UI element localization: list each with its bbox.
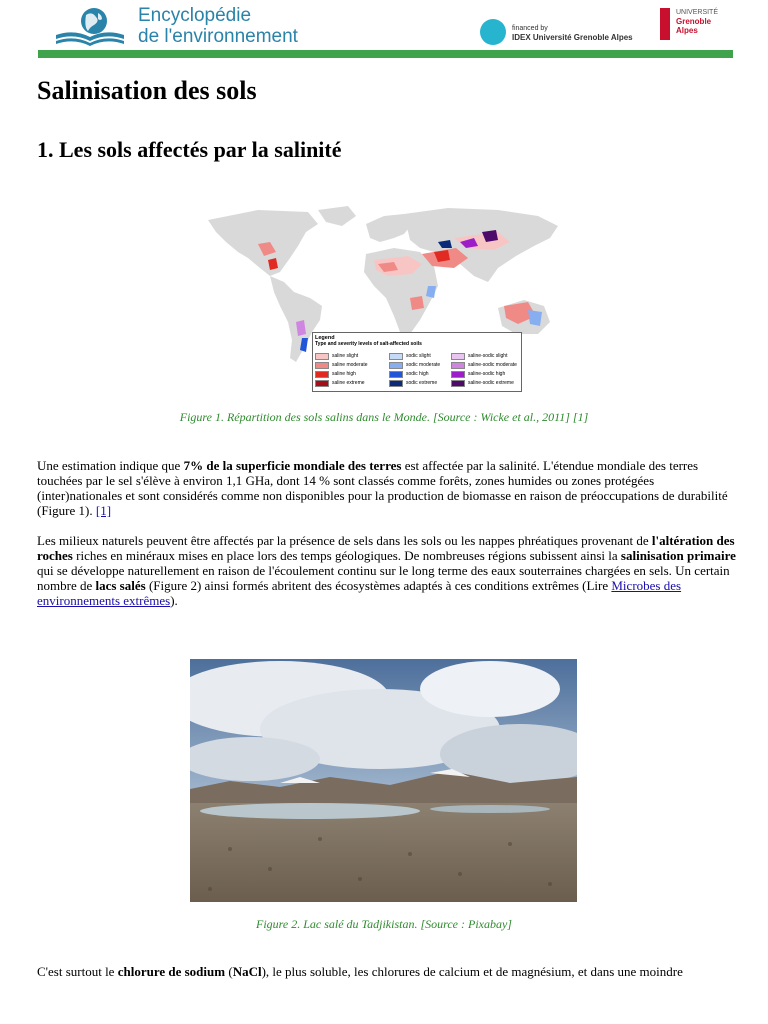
section-heading: 1. Les sols affectés par la salinité [37, 137, 342, 162]
reference-link-1[interactable]: [1] [95, 503, 112, 518]
legend-swatch [315, 380, 329, 387]
legend-item [451, 380, 514, 386]
globe-book-icon[interactable] [54, 5, 126, 47]
legend-swatch [451, 362, 465, 369]
p2-text-1: Les milieux naturels peuvent être affectés par la présence de sels dans les sols ou les nappes phréatiques provenant de [37, 533, 652, 548]
legend-label: saline extreme [332, 380, 365, 386]
legend-swatch [389, 380, 403, 387]
legend-label: sodic extreme [406, 380, 438, 386]
uga-mark-icon [660, 8, 670, 40]
logo-line-1: Encyclopédie [138, 5, 252, 26]
p1-text-1: Une estimation indique que [37, 458, 184, 473]
figure-1-caption: Figure 1. Répartition des sols salins dans le Monde. [Source : Wicke et al., 2011] [1] [179, 410, 589, 424]
legend-title: Legend [315, 335, 335, 341]
uga-line-1: UNIVERSITÉ [676, 9, 719, 16]
map-legend [312, 332, 522, 392]
legend-swatch [389, 353, 403, 360]
legend-item [315, 362, 368, 368]
legend-item [451, 353, 507, 359]
p2-text-5: ). [170, 593, 178, 608]
p2-text-4: (Figure 2) ainsi formés abritent des écosystèmes adaptés à ces conditions extrêmes (Lire [145, 578, 612, 593]
legend-label: sodic moderate [406, 362, 441, 368]
legend-label: sodic high [406, 371, 429, 377]
p3-bold-2: NaCl [232, 964, 262, 979]
legend-label: saline high [332, 371, 356, 377]
paragraph-3 [37, 964, 737, 979]
paragraph-1 [37, 458, 737, 518]
legend-swatch [315, 371, 329, 378]
p2-bold-2: salinisation primaire [620, 548, 736, 563]
site-logo-text[interactable] [138, 5, 298, 47]
p3-text-2: ( [225, 964, 233, 979]
p1-bold-1: 7% de la superficie mondiale des terres [183, 458, 402, 473]
legend-label: saline-sodic high [468, 371, 506, 377]
idex-name: IDEX Université Grenoble Alpes [512, 33, 633, 42]
legend-item [389, 371, 429, 377]
legend-item [451, 371, 505, 377]
legend-swatch [315, 353, 329, 360]
figure-2-caption: Figure 2. Lac salé du Tadjikistan. [Source : Pixabay] [256, 917, 512, 931]
legend-swatch [451, 353, 465, 360]
legend-label: sodic slight [406, 353, 431, 359]
financed-by-label: financed by [512, 25, 548, 32]
p1-text-2: est affectée par la salinité. L'étendue mondiale des terres touchées par le sel s'élève à environ 1,1 GHa, dont 14 % sont classés comme forêts, zones humides ou zones protégées (inter)nationales et sont considérés comme non disponibles pour la production de biomasse en raison de préoccupations de durabilité (Figure 1). [37, 458, 728, 518]
legend-label: saline-sodic extreme [468, 380, 514, 386]
legend-label: saline-sodic moderate [468, 362, 517, 368]
p3-text-3: ), le plus soluble, les chlorures de calcium et de magnésium, et dans une moindre [261, 964, 683, 979]
idex-logo[interactable] [480, 19, 506, 45]
logo-line-2: de l'environnement [138, 26, 298, 47]
legend-item [315, 380, 365, 386]
legend-item [451, 362, 517, 368]
legend-item [315, 371, 356, 377]
p3-bold-1: chlorure de sodium [117, 964, 226, 979]
legend-subtitle: Type and severity levels of salt-affected soils [315, 341, 422, 347]
legend-swatch [315, 362, 329, 369]
header-divider [38, 50, 733, 58]
legend-label: saline-sodic slight [468, 353, 508, 359]
legend-label: saline moderate [332, 362, 368, 368]
p2-bold-3: lacs salés [95, 578, 146, 593]
uga-line-2: Grenoble [676, 17, 712, 26]
legend-swatch [451, 380, 465, 387]
p2-text-2: riches en minéraux mises en place lors des temps géologiques. De nombreuses régions subissent ainsi la [72, 548, 621, 563]
legend-swatch [389, 371, 403, 378]
legend-item [315, 353, 358, 359]
paragraph-2 [37, 533, 737, 608]
legend-item [389, 380, 437, 386]
page-title: Salinisation des sols [37, 76, 257, 105]
microbes-article-link[interactable]: Microbes des environnements extrêmes [37, 578, 682, 608]
uga-logo[interactable] [660, 8, 732, 44]
legend-label: saline slight [332, 353, 359, 359]
p2-bold-1: l'altération des roches [37, 533, 735, 563]
legend-item [389, 362, 440, 368]
site-header [38, 0, 733, 58]
uga-line-3: Alpes [676, 26, 698, 35]
salt-lake-photo [190, 659, 577, 902]
legend-swatch [451, 371, 465, 378]
legend-swatch [389, 362, 403, 369]
p3-text-1: C'est surtout le [37, 964, 118, 979]
legend-item [389, 353, 431, 359]
p2-text-3: qui se développe naturellement en raison de l'écoulement continu sur le long terme des eaux souterraines chargées en sels. Un certain nombre de [37, 563, 730, 593]
idex-label[interactable] [512, 24, 633, 43]
